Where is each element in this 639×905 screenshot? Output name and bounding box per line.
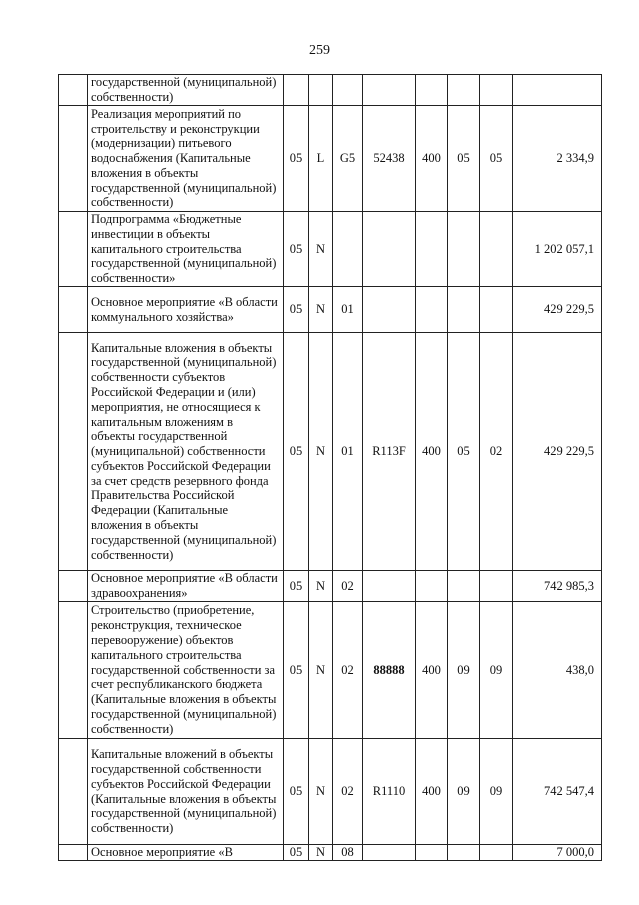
code-subsection — [480, 287, 513, 333]
code-subsection: 09 — [480, 602, 513, 739]
code-ppp: 05 — [284, 287, 309, 333]
amount: 742 985,3 — [513, 571, 602, 602]
code-ppp: 05 — [284, 333, 309, 571]
page-number: 259 — [309, 43, 330, 58]
code-ppp: 05 — [284, 571, 309, 602]
item-name: Реализация мероприятий по строительству и реконструкции (модернизации) питьевого водоснабжения (Капитальные вложения в объекты государственной (муниципальной) собственности) — [88, 106, 284, 212]
spacer-cell — [59, 845, 88, 861]
item-name: государственной (муниципальной) собственности) — [88, 75, 284, 106]
code-main-event: 02 — [333, 739, 363, 845]
code-direction — [363, 75, 416, 106]
code-section — [448, 287, 480, 333]
table-row — [59, 106, 602, 212]
code-direction: R113F — [363, 333, 416, 571]
spacer-cell — [59, 75, 88, 106]
code-section — [448, 75, 480, 106]
table-row — [59, 845, 602, 861]
code-ppp: 05 — [284, 602, 309, 739]
code-expense-type — [416, 571, 448, 602]
budget-table — [58, 74, 602, 861]
code-direction: R1110 — [363, 739, 416, 845]
code-expense-type: 400 — [416, 739, 448, 845]
amount: 742 547,4 — [513, 739, 602, 845]
code-program-type — [309, 75, 333, 106]
amount: 429 229,5 — [513, 287, 602, 333]
code-main-event — [333, 75, 363, 106]
spacer-cell — [59, 106, 88, 212]
code-subsection — [480, 845, 513, 861]
code-direction: 88888 — [363, 602, 416, 739]
code-subsection: 02 — [480, 333, 513, 571]
item-name: Капитальные вложения в объекты государственной (муниципальной) собственности субъектов Российской Федерации и (или) мероприятия, не относящиеся к капитальным вложениям в объекты государственной (муниципальной) собственности субъектов Российской Федерации за счет средств резервного фонда Правительства Российской Федерации (Капитальные вложения в объекты государственной (муниципальной) собственности) — [88, 333, 284, 571]
item-name: Капитальные вложений в объекты государственной собственности субъектов Российской Федерации (Капитальные вложения в объекты государственной (муниципальной) собственности) — [88, 739, 284, 845]
code-program-type: N — [309, 212, 333, 287]
table-row — [59, 333, 602, 571]
table-row — [59, 287, 602, 333]
code-program-type: N — [309, 845, 333, 861]
code-main-event: 08 — [333, 845, 363, 861]
spacer-cell — [59, 571, 88, 602]
code-section — [448, 845, 480, 861]
code-program-type: L — [309, 106, 333, 212]
item-name: Подпрограмма «Бюджетные инвестиции в объекты капитального строительства государственной (муниципальной) собственности» — [88, 212, 284, 287]
table-row — [59, 602, 602, 739]
code-main-event: 02 — [333, 602, 363, 739]
amount: 7 000,0 — [513, 845, 602, 861]
code-expense-type — [416, 212, 448, 287]
code-direction — [363, 287, 416, 333]
code-program-type: N — [309, 287, 333, 333]
code-section — [448, 212, 480, 287]
code-main-event: 01 — [333, 333, 363, 571]
table-row — [59, 212, 602, 287]
code-direction — [363, 212, 416, 287]
code-subsection — [480, 75, 513, 106]
spacer-cell — [59, 739, 88, 845]
code-ppp: 05 — [284, 739, 309, 845]
code-program-type: N — [309, 739, 333, 845]
code-direction — [363, 845, 416, 861]
code-program-type: N — [309, 333, 333, 571]
code-section — [448, 571, 480, 602]
code-main-event — [333, 212, 363, 287]
code-program-type: N — [309, 602, 333, 739]
code-expense-type: 400 — [416, 602, 448, 739]
code-section: 09 — [448, 739, 480, 845]
code-main-event: 01 — [333, 287, 363, 333]
code-direction — [363, 571, 416, 602]
amount: 429 229,5 — [513, 333, 602, 571]
code-subsection: 05 — [480, 106, 513, 212]
item-name: Основное мероприятие «В области здравоохранения» — [88, 571, 284, 602]
item-name: Строительство (приобретение, реконструкция, техническое перевооружение) объектов капитального строительства государственной собственности за счет республиканского бюджета (Капитальные вложения в объекты государственной (муниципальной) собственности) — [88, 602, 284, 739]
code-expense-type — [416, 287, 448, 333]
code-main-event: 02 — [333, 571, 363, 602]
amount: 438,0 — [513, 602, 602, 739]
code-expense-type — [416, 75, 448, 106]
code-direction: 52438 — [363, 106, 416, 212]
amount — [513, 75, 602, 106]
item-name: Основное мероприятие «В — [88, 845, 284, 861]
code-ppp — [284, 75, 309, 106]
code-ppp: 05 — [284, 106, 309, 212]
spacer-cell — [59, 602, 88, 739]
code-expense-type — [416, 845, 448, 861]
table-row — [59, 75, 602, 106]
item-name: Основное мероприятие «В области коммунального хозяйства» — [88, 287, 284, 333]
table-row — [59, 571, 602, 602]
code-ppp: 05 — [284, 845, 309, 861]
code-main-event: G5 — [333, 106, 363, 212]
code-subsection: 09 — [480, 739, 513, 845]
spacer-cell — [59, 333, 88, 571]
code-ppp: 05 — [284, 212, 309, 287]
spacer-cell — [59, 212, 88, 287]
code-subsection — [480, 212, 513, 287]
amount: 1 202 057,1 — [513, 212, 602, 287]
table-row — [59, 739, 602, 845]
code-section: 05 — [448, 106, 480, 212]
code-subsection — [480, 571, 513, 602]
code-program-type: N — [309, 571, 333, 602]
code-section: 05 — [448, 333, 480, 571]
amount: 2 334,9 — [513, 106, 602, 212]
code-section: 09 — [448, 602, 480, 739]
code-expense-type: 400 — [416, 333, 448, 571]
code-expense-type: 400 — [416, 106, 448, 212]
spacer-cell — [59, 287, 88, 333]
